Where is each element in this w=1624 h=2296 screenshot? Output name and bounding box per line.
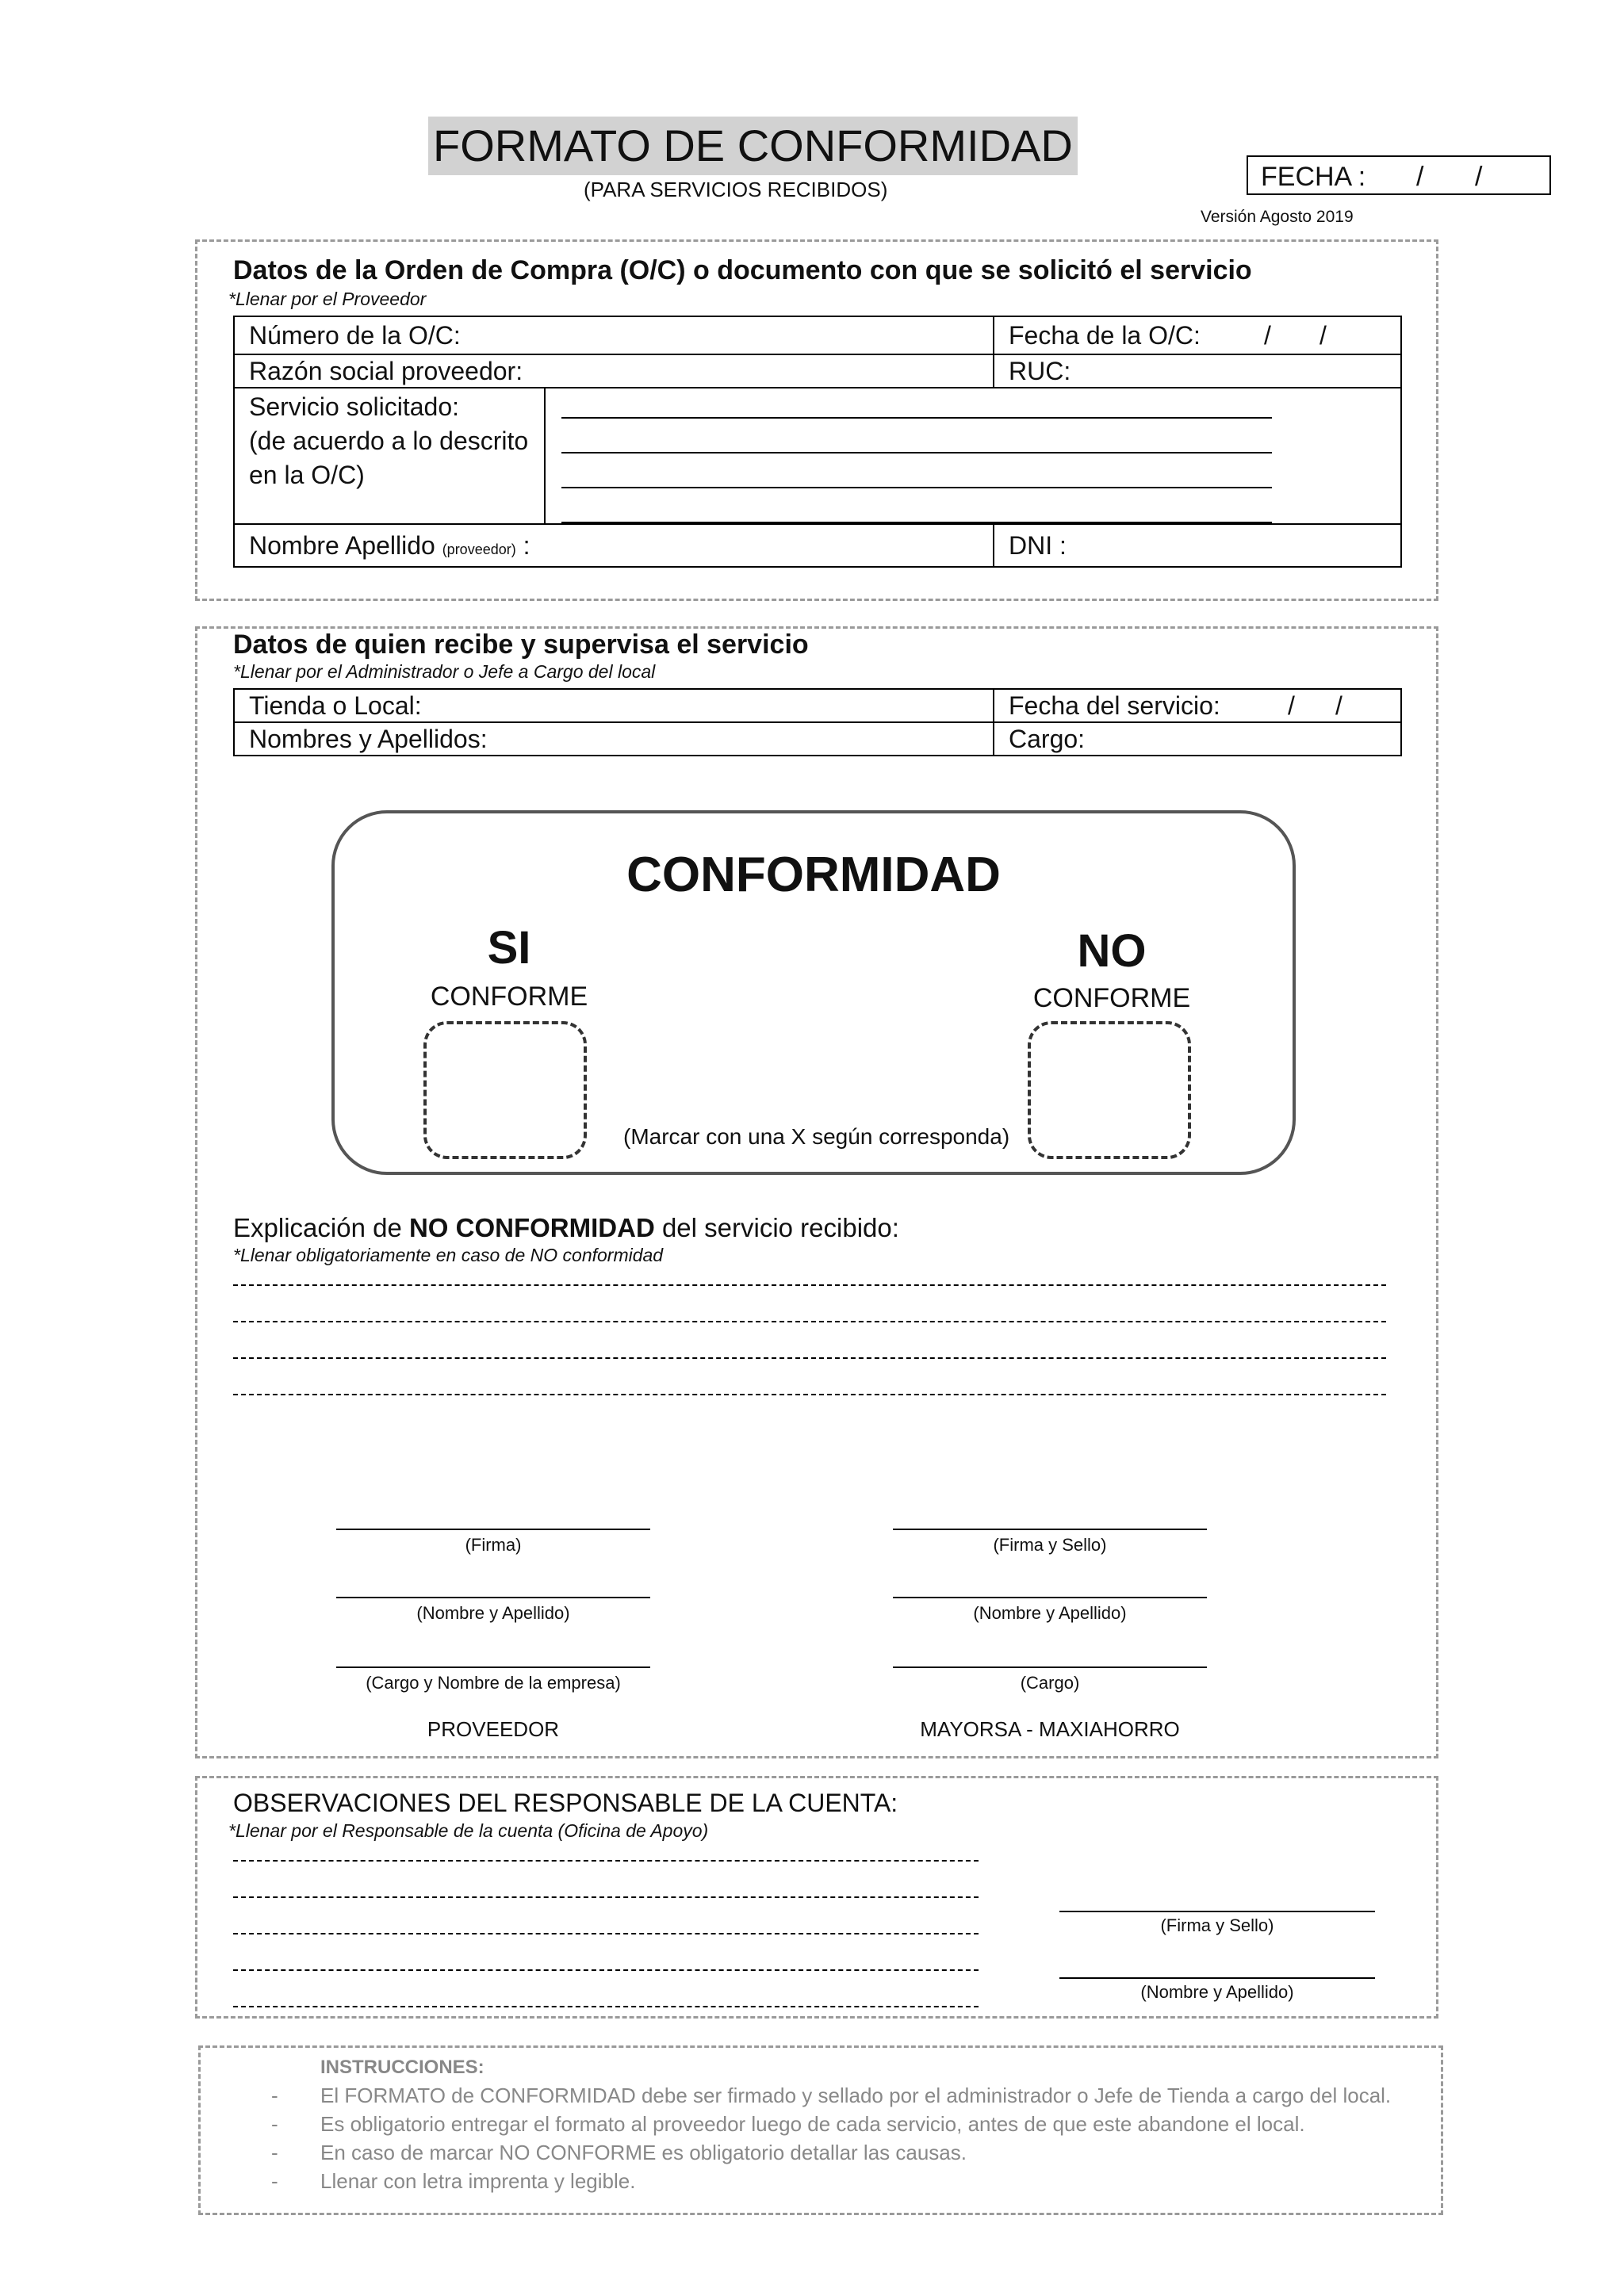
nombre-line[interactable] <box>893 1597 1207 1598</box>
fecha-label: FECHA : <box>1261 162 1366 192</box>
date-separator: / <box>1264 320 1271 350</box>
dni-field[interactable] <box>994 524 1401 567</box>
explicacion-note: *Llenar obligatoriamente en caso de NO conformidad <box>233 1245 664 1265</box>
page-subtitle: (PARA SERVICIOS RECIBIDOS) <box>584 178 888 201</box>
ruc-label: RUC: <box>1009 356 1071 385</box>
tienda-field[interactable] <box>234 689 994 722</box>
instruction-item: Es obligatorio entregar el formato al proveedor luego de cada servicio, antes de que este abandone el local. <box>320 2112 1305 2136</box>
fecha-field[interactable] <box>1247 155 1551 195</box>
date-separator: / <box>1335 691 1342 720</box>
nombre-label: (Nombre y Apellido) <box>973 1603 1127 1623</box>
observaciones-line[interactable] <box>233 1860 979 1862</box>
explicacion-line[interactable] <box>233 1394 1386 1395</box>
fecha-oc-label: Fecha de la O/C: <box>1009 320 1201 350</box>
no-conforme-checkbox[interactable] <box>1028 1021 1191 1159</box>
firma-sello-label: (Firma y Sello) <box>1160 1915 1274 1935</box>
explicacion-line[interactable] <box>233 1357 1386 1359</box>
instructions-heading: INSTRUCCIONES: <box>320 2057 485 2078</box>
nombre-label: (Nombre y Apellido) <box>1140 1982 1294 2002</box>
page-title: FORMATO DE CONFORMIDAD <box>428 117 1078 175</box>
explicacion-text: del servicio recibido: <box>654 1213 899 1242</box>
section1-heading: Datos de la Orden de Compra (O/C) o documento con que se solicitó el servicio <box>233 255 1252 285</box>
nombre-label: (Nombre y Apellido) <box>416 1603 570 1623</box>
conformidad-title: CONFORMIDAD <box>626 848 1001 902</box>
si-label: SI <box>487 922 531 974</box>
instruction-bullet: - <box>271 2141 278 2164</box>
purchase-order-table <box>233 316 1402 568</box>
explicacion-line[interactable] <box>233 1321 1386 1322</box>
section3-heading: OBSERVACIONES DEL RESPONSABLE DE LA CUENTA: <box>233 1789 898 1817</box>
cargo-label: (Cargo y Nombre de la empresa) <box>366 1673 621 1693</box>
observaciones-line[interactable] <box>233 1896 979 1898</box>
fecha-servicio-field[interactable] <box>994 689 1401 722</box>
section2-note: *Llenar por el Administrador o Jefe a Cargo del local <box>233 661 656 682</box>
firma-sello-line[interactable] <box>893 1529 1207 1530</box>
instruction-item: En caso de marcar NO CONFORME es obligatorio detallar las causas. <box>320 2141 967 2164</box>
section2-heading: Datos de quien recibe y supervisa el servicio <box>233 629 809 660</box>
nombre-apellido-label: Nombre Apellido <box>249 530 435 560</box>
fecha-oc-field[interactable] <box>994 316 1401 354</box>
explicacion-line[interactable] <box>233 1284 1386 1286</box>
cargo-line[interactable] <box>893 1667 1207 1668</box>
firma-sello-label: (Firma y Sello) <box>993 1535 1107 1555</box>
marcar-instruction: (Marcar con una X según corresponda) <box>623 1124 1010 1149</box>
observaciones-line[interactable] <box>233 1933 979 1934</box>
cargo-label: Cargo: <box>1009 724 1086 753</box>
fecha-servicio-label: Fecha del servicio: <box>1009 691 1220 720</box>
servicio-label: en la O/C) <box>249 461 365 489</box>
servicio-line[interactable] <box>561 487 1272 488</box>
observaciones-line[interactable] <box>233 2006 979 2007</box>
nombres-label: Nombres y Apellidos: <box>249 724 488 753</box>
servicio-field[interactable] <box>234 388 1401 524</box>
nombres-field[interactable] <box>234 722 994 756</box>
dni-label: DNI : <box>1009 530 1067 560</box>
section3-note: *Llenar por el Responsable de la cuenta (Oficina de Apoyo) <box>228 1820 709 1841</box>
proveedor-label: (proveedor) <box>442 541 516 557</box>
proveedor-footer: PROVEEDOR <box>427 1717 560 1741</box>
supervisor-section <box>195 626 1438 1758</box>
si-conforme-checkbox[interactable] <box>423 1021 587 1159</box>
company-footer: MAYORSA - MAXIAHORRO <box>920 1717 1180 1741</box>
date-separator: / <box>1288 691 1295 720</box>
date-separator: / <box>1416 162 1424 192</box>
conformidad-box <box>331 810 1296 1175</box>
servicio-line[interactable] <box>561 452 1272 453</box>
explicacion-heading <box>233 1213 899 1243</box>
firma-sello-line[interactable] <box>1059 1911 1375 1912</box>
cargo-line[interactable] <box>336 1667 650 1668</box>
ruc-field[interactable] <box>994 354 1401 388</box>
nombre-apellido-field[interactable] <box>234 524 994 567</box>
no-conforme-label: CONFORME <box>1032 983 1191 1013</box>
servicio-line[interactable] <box>561 417 1272 419</box>
si-conforme-label: CONFORME <box>430 982 588 1012</box>
no-label: NO <box>1077 925 1147 977</box>
cargo-label: (Cargo) <box>1020 1673 1080 1693</box>
firma-line[interactable] <box>336 1529 650 1530</box>
version-label: Versión Agosto 2019 <box>1201 208 1354 226</box>
instruction-bullet: - <box>271 2169 278 2193</box>
instruction-bullet: - <box>271 2112 278 2136</box>
nombre-line[interactable] <box>336 1597 650 1598</box>
instruction-item: Llenar con letra imprenta y legible. <box>320 2169 636 2193</box>
servicio-label: Servicio solicitado: <box>249 392 459 421</box>
numero-oc-field[interactable] <box>234 316 994 354</box>
razon-social-field[interactable] <box>234 354 994 388</box>
cargo-field[interactable] <box>994 722 1401 756</box>
observaciones-line[interactable] <box>233 1969 979 1971</box>
colon: : <box>523 530 530 560</box>
instruction-item: El FORMATO de CONFORMIDAD debe ser firmado y sellado por el administrador o Jefe de Tienda a cargo del local. <box>320 2084 1392 2107</box>
section1-note: *Llenar por el Proveedor <box>228 289 427 309</box>
servicio-label: (de acuerdo a lo descrito <box>249 427 529 455</box>
explicacion-bold: NO CONFORMIDAD <box>408 1213 655 1242</box>
razon-social-label: Razón social proveedor: <box>249 356 523 385</box>
instruction-bullet: - <box>271 2084 278 2107</box>
explicacion-text: Explicación de <box>233 1213 409 1242</box>
date-separator: / <box>1320 320 1327 350</box>
numero-oc-label: Número de la O/C: <box>249 320 461 350</box>
nombre-line[interactable] <box>1059 1977 1375 1979</box>
supervisor-table <box>233 688 1402 756</box>
firma-label: (Firma) <box>465 1535 522 1555</box>
tienda-label: Tienda o Local: <box>249 691 422 720</box>
servicio-line[interactable] <box>561 522 1272 523</box>
date-separator: / <box>1475 162 1483 192</box>
